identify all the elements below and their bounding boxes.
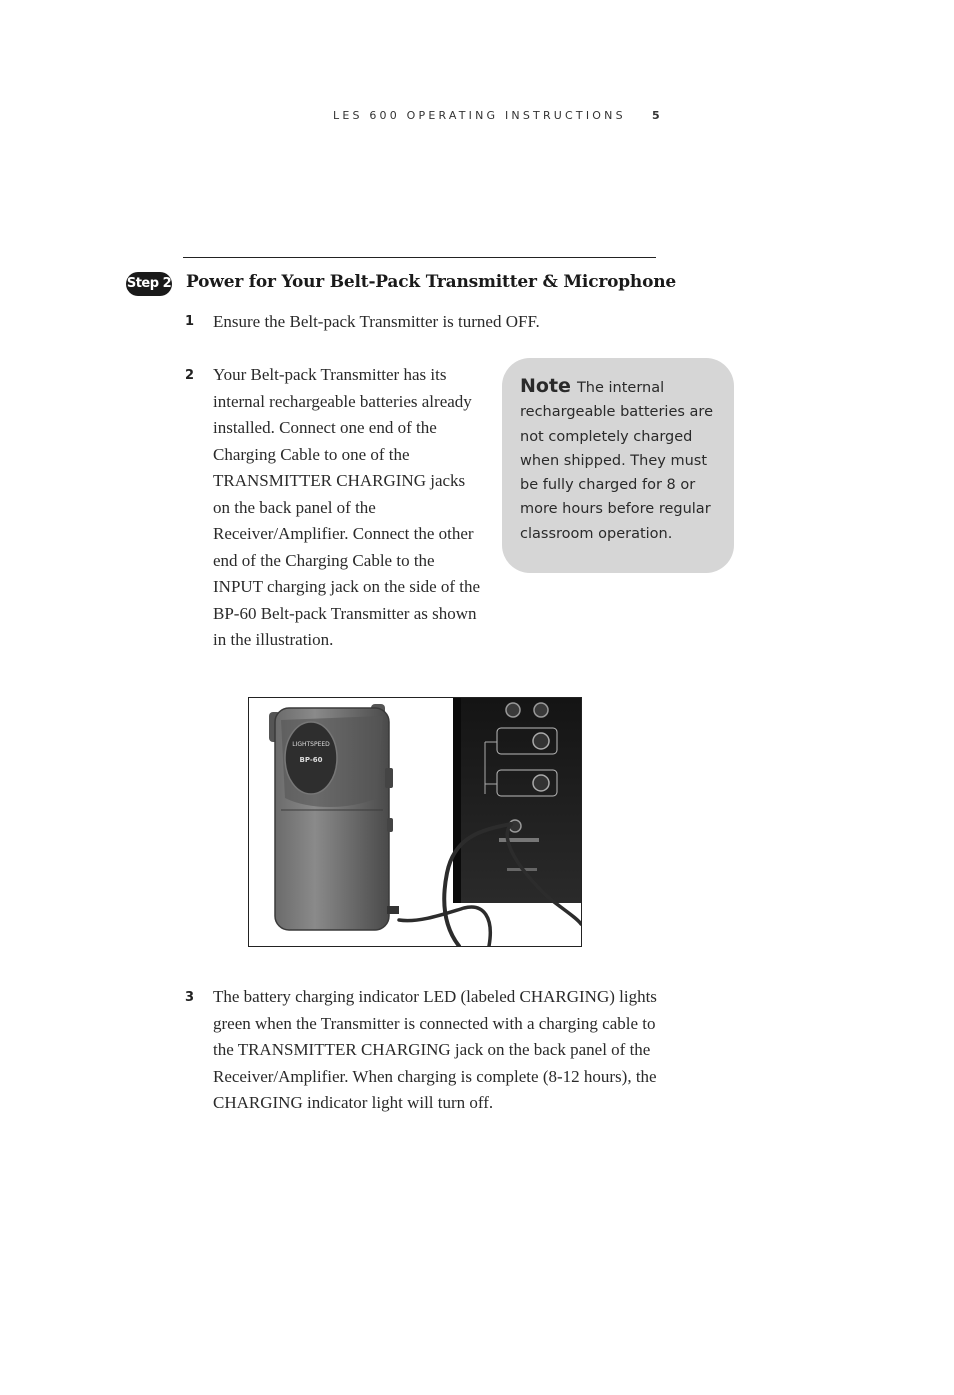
charging-photo bbox=[249, 698, 581, 946]
note-box bbox=[502, 358, 734, 573]
belt-pack-transmitter bbox=[269, 704, 399, 930]
charging-illustration bbox=[248, 697, 582, 947]
page-number: 5 bbox=[652, 109, 660, 122]
step-2-text: Your Belt-pack Transmitter has its internal rechargeable batteries already installed. Connect one end of the Charging Cable to one of the TRANSMITTER CHARGING jacks on the back panel of the Receiver/Amplifier. Connect the other end of the Charging Cable to the INPUT charging jack on the side of the BP-60 Belt-pack Transmitter as shown in the illustration. bbox=[213, 365, 481, 649]
receiver-back-panel bbox=[453, 698, 581, 903]
running-title: LES 600 OPERATING INSTRUCTIONS bbox=[333, 109, 626, 122]
step-3-text: The battery charging indicator LED (labeled CHARGING) lights green when the Transmitter is connected with a charging cable to the TRANSMITTER CHARGING jack on the back panel of the Receiver/Amplifier. When charging is complete (8-12 hours), the CHARGING indicator light will turn off. bbox=[213, 987, 657, 1112]
note-label: Note bbox=[520, 375, 571, 397]
section-rule bbox=[183, 257, 656, 258]
step-2-number: 2 bbox=[185, 368, 195, 383]
device-brand: LIGHTSPEED bbox=[292, 741, 330, 748]
note-text: The internal rechargeable batteries are not completely charged when shipped. They must be fully charged for 8 or more hours before regular classroom operation. bbox=[520, 380, 713, 542]
step-badge: Step 2 bbox=[126, 272, 172, 296]
step-1-number: 1 bbox=[185, 314, 195, 329]
section-title: Power for Your Belt-Pack Transmitter & Microphone bbox=[186, 272, 676, 292]
step-3-number: 3 bbox=[185, 990, 195, 1005]
step-1-text: Ensure the Belt-pack Transmitter is turned OFF. bbox=[213, 312, 540, 331]
device-model: BP-60 bbox=[299, 756, 323, 764]
